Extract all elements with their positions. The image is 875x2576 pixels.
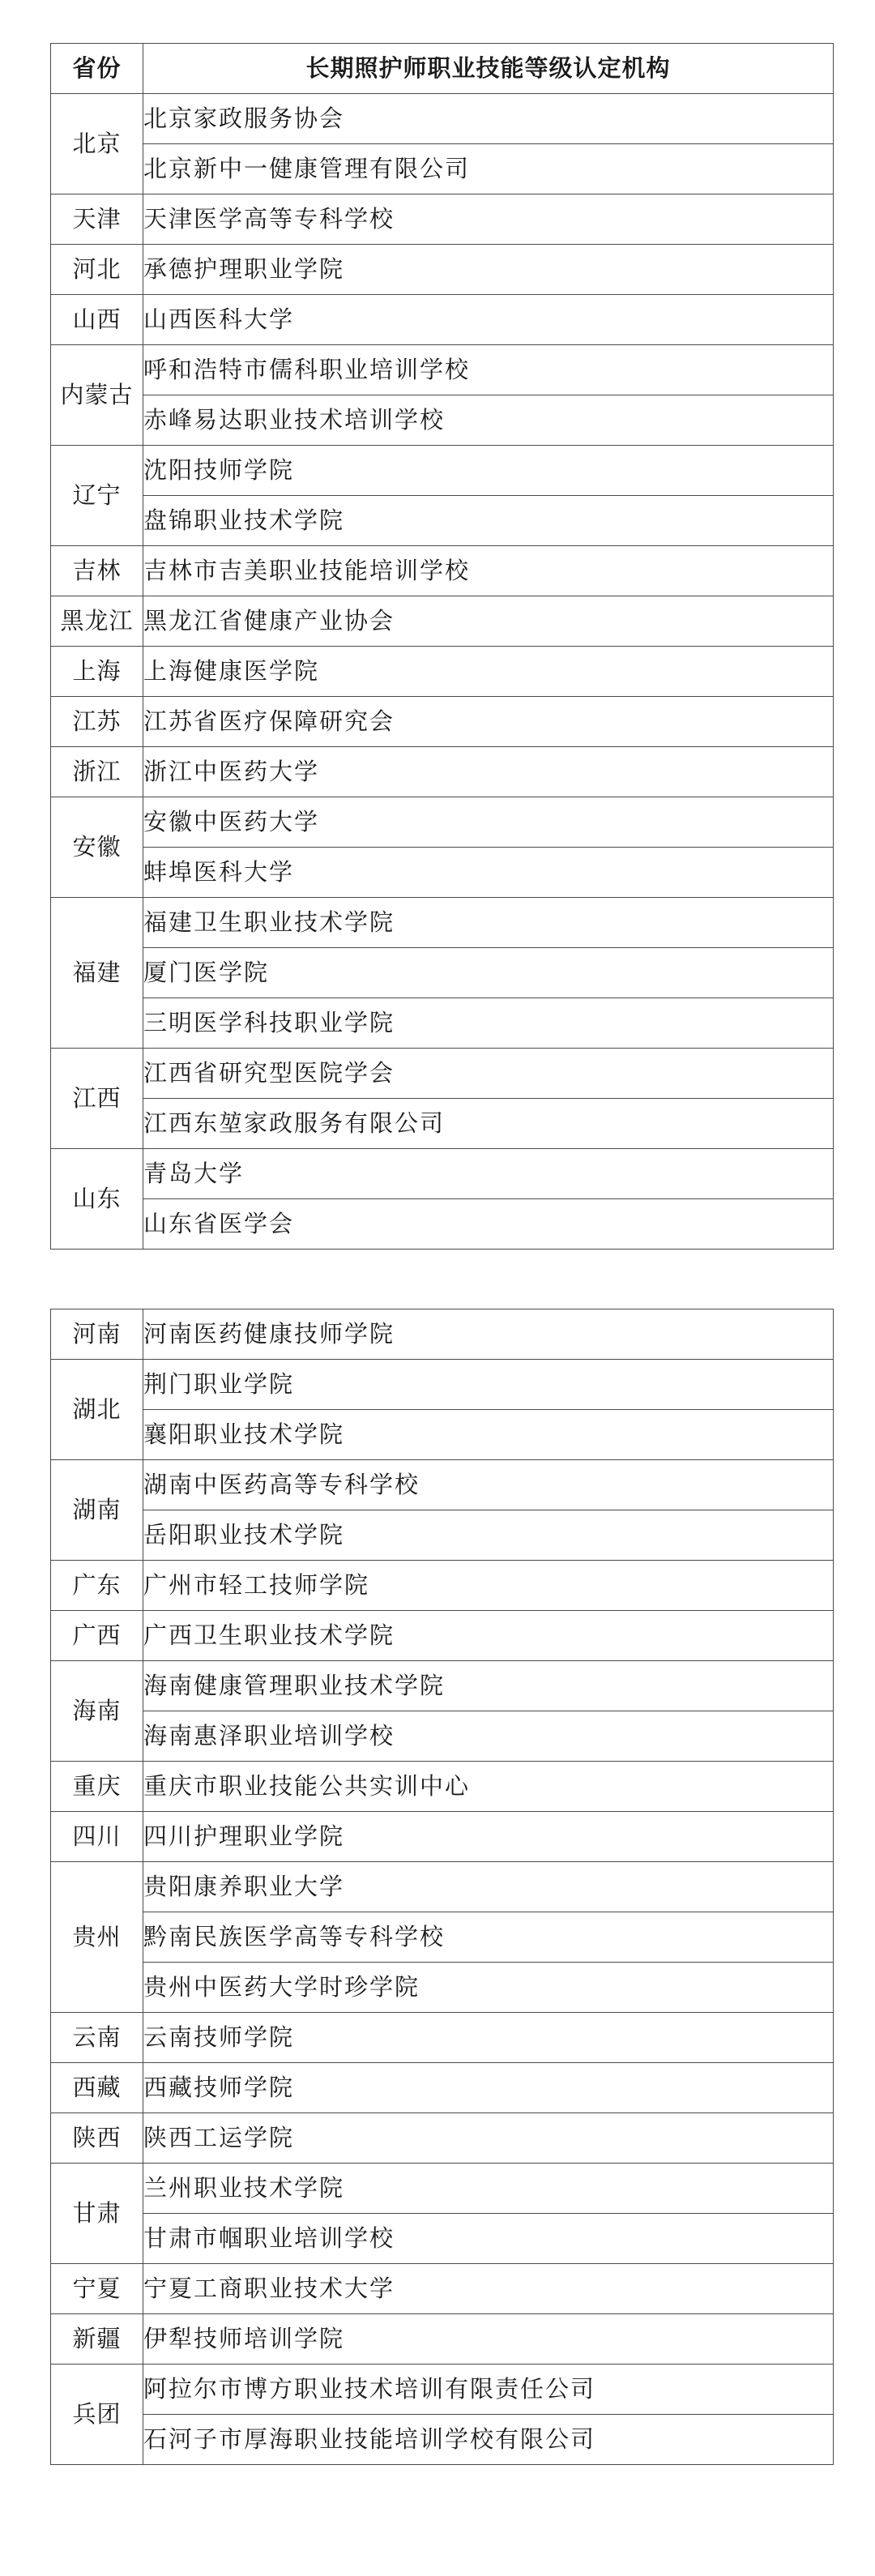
institution-cell: 三明医学科技职业学院 [143,998,834,1049]
table-row [51,647,834,697]
institution-cell: 黑龙江省健康产业协会 [143,596,834,647]
institution-cell: 石河子市厚海职业技能培训学校有限公司 [143,2415,834,2465]
table-row [51,194,834,245]
table-row [51,496,834,546]
institution-cell: 北京家政服务协会 [143,94,834,144]
province-cell: 辽宁 [51,446,143,546]
table-row [51,2314,834,2365]
institution-cell: 陕西工运学院 [143,2113,834,2164]
province-cell: 四川 [51,1812,143,1862]
province-cell: 浙江 [51,747,143,797]
table-row [51,395,834,446]
province-cell: 西藏 [51,2063,143,2113]
table-row [51,948,834,998]
institution-table-part-2 [50,1309,834,2465]
table-row [51,2214,834,2264]
table-row [51,898,834,948]
institution-cell: 福建卫生职业技术学院 [143,898,834,948]
table-row [51,546,834,596]
institution-cell: 广西卫生职业技术学院 [143,1611,834,1661]
province-cell: 甘肃 [51,2164,143,2264]
institution-cell: 河南医药健康技师学院 [143,1309,834,1360]
province-cell: 湖北 [51,1360,143,1460]
table-row [51,1049,834,1099]
institution-cell: 沈阳技师学院 [143,446,834,496]
institution-cell: 贵州中医药大学时珍学院 [143,1963,834,2013]
institution-cell: 阿拉尔市博方职业技术培训有限责任公司 [143,2365,834,2415]
table-row [51,345,834,395]
institution-cell: 山西医科大学 [143,295,834,345]
province-cell: 湖南 [51,1460,143,1561]
province-cell: 河北 [51,245,143,295]
table-row [51,94,834,144]
institution-cell: 湖南中医药高等专科学校 [143,1460,834,1510]
institution-cell: 江苏省医疗保障研究会 [143,697,834,747]
province-cell: 北京 [51,94,143,194]
table-row [51,1460,834,1510]
province-cell: 山东 [51,1149,143,1250]
province-cell: 吉林 [51,546,143,596]
table-body-part-1 [51,94,834,1250]
province-cell: 江苏 [51,697,143,747]
table-row [51,697,834,747]
province-cell: 黑龙江 [51,596,143,647]
institution-cell: 安徽中医药大学 [143,797,834,848]
table-row [51,2264,834,2314]
province-cell: 内蒙古 [51,345,143,446]
table-row [51,1510,834,1561]
institution-cell: 浙江中医药大学 [143,747,834,797]
institution-cell: 广州市轻工技师学院 [143,1561,834,1611]
institution-cell: 黔南民族医学高等专科学校 [143,1912,834,1963]
institution-cell: 吉林市吉美职业技能培训学校 [143,546,834,596]
institution-cell: 甘肃市帼职业培训学校 [143,2214,834,2264]
province-cell: 海南 [51,1661,143,1762]
institution-cell: 岳阳职业技术学院 [143,1510,834,1561]
table-row [51,747,834,797]
province-cell: 广东 [51,1561,143,1611]
province-cell: 江西 [51,1049,143,1149]
table-row [51,1812,834,1862]
province-cell: 广西 [51,1611,143,1661]
header-province: 省份 [51,44,143,94]
province-cell: 兵团 [51,2365,143,2465]
institution-cell: 赤峰易达职业技术培训学校 [143,395,834,446]
institution-cell: 伊犁技师培训学院 [143,2314,834,2365]
table-row [51,295,834,345]
table-row [51,2415,834,2465]
province-cell: 贵州 [51,1862,143,2013]
table-row [51,1661,834,1711]
table-row [51,2164,834,2214]
table-header-row [51,44,834,94]
institution-table-part-1 [50,43,834,1250]
table-row [51,1762,834,1812]
table-row [51,1149,834,1199]
institution-cell: 海南惠泽职业培训学校 [143,1711,834,1762]
province-cell: 宁夏 [51,2264,143,2314]
table-row [51,2113,834,2164]
institution-cell: 山东省医学会 [143,1199,834,1250]
table-row [51,1711,834,1762]
institution-cell: 蚌埠医科大学 [143,848,834,898]
header-institution: 长期照护师职业技能等级认定机构 [143,44,834,94]
table-row [51,1611,834,1661]
table-row [51,1410,834,1460]
table-row [51,596,834,647]
institution-cell: 北京新中一健康管理有限公司 [143,144,834,194]
province-cell: 云南 [51,2013,143,2063]
institution-cell: 天津医学高等专科学校 [143,194,834,245]
province-cell: 上海 [51,647,143,697]
province-cell: 山西 [51,295,143,345]
institution-cell: 上海健康医学院 [143,647,834,697]
table-row [51,848,834,898]
institution-cell: 重庆市职业技能公共实训中心 [143,1762,834,1812]
institution-cell: 荆门职业学院 [143,1360,834,1410]
province-cell: 天津 [51,194,143,245]
institution-cell: 江西省研究型医院学会 [143,1049,834,1099]
table-row [51,2013,834,2063]
table-row [51,1360,834,1410]
province-cell: 安徽 [51,797,143,898]
institution-cell: 宁夏工商职业技术大学 [143,2264,834,2314]
institution-cell: 兰州职业技术学院 [143,2164,834,2214]
table-row [51,1561,834,1611]
province-cell: 河南 [51,1309,143,1360]
table-row [51,1199,834,1250]
table-row [51,1309,834,1360]
table-row [51,1099,834,1149]
table-row [51,1912,834,1963]
institution-cell: 云南技师学院 [143,2013,834,2063]
table-row [51,446,834,496]
institution-cell: 海南健康管理职业技术学院 [143,1661,834,1711]
table-body-part-2 [51,1309,834,2465]
institution-cell: 呼和浩特市儒科职业培训学校 [143,345,834,395]
table-row [51,1862,834,1912]
table-row [51,998,834,1049]
table-row [51,797,834,848]
institution-cell: 承德护理职业学院 [143,245,834,295]
province-cell: 福建 [51,898,143,1049]
table-row [51,144,834,194]
institution-cell: 四川护理职业学院 [143,1812,834,1862]
province-cell: 新疆 [51,2314,143,2365]
institution-cell: 贵阳康养职业大学 [143,1862,834,1912]
institution-cell: 厦门医学院 [143,948,834,998]
province-cell: 陕西 [51,2113,143,2164]
table-row [51,245,834,295]
institution-cell: 青岛大学 [143,1149,834,1199]
institution-cell: 襄阳职业技术学院 [143,1410,834,1460]
table-row [51,2063,834,2113]
institution-cell: 盘锦职业技术学院 [143,496,834,546]
table-row [51,2365,834,2415]
institution-cell: 西藏技师学院 [143,2063,834,2113]
table-row [51,1963,834,2013]
province-cell: 重庆 [51,1762,143,1812]
institution-cell: 江西东堃家政服务有限公司 [143,1099,834,1149]
